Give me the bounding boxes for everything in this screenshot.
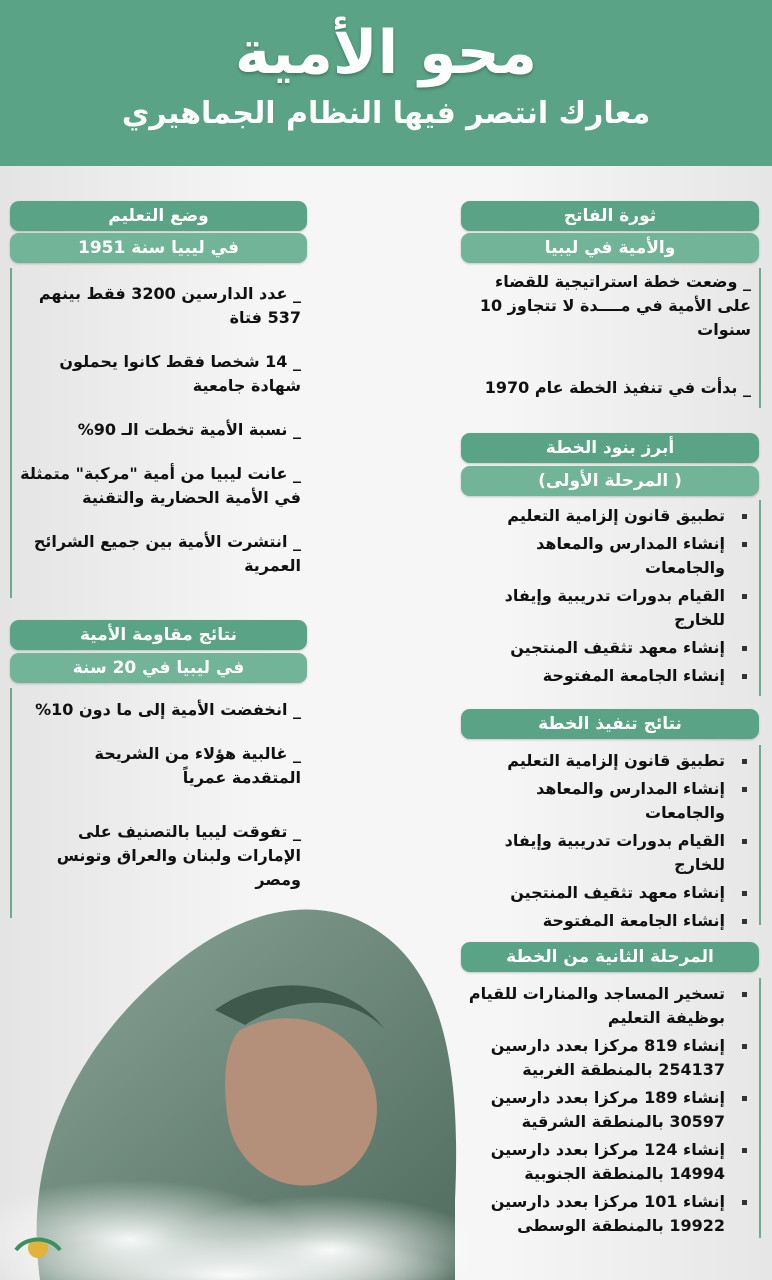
channel-logo xyxy=(8,1226,68,1270)
list-item: _ عانت ليبيا من أمية "مركبة" متمثلة في الأمية الحضارية والتقنية xyxy=(20,464,301,507)
sun-logo-icon xyxy=(8,1226,68,1266)
list-item: _ عدد الدارسين 3200 فقط بينهم 537 فتاة xyxy=(38,284,301,327)
list-item: إنشاء الجامعة المفتوحة xyxy=(461,664,759,688)
list-item: إنشاء 819 مركزا بعدد دارسين 254137 بالمنطقة الغربية xyxy=(461,1034,759,1082)
list-item: _ غالبية هؤلاء من الشريحة المتقدمة عمرياً xyxy=(94,744,301,787)
section-subheading-revolution: والأمية في ليبيا xyxy=(461,233,759,263)
list-item: تسخير المساجد والمنارات للقيام بوظيفة التعليم xyxy=(461,982,759,1030)
header-banner xyxy=(0,0,772,166)
section-subheading-plan-phase1: (المرحلة الأولى ) xyxy=(461,466,759,496)
list-item: القيام بدورات تدريبية وإيفاد للخارج xyxy=(461,829,759,877)
list-item: _ وضعت خطة استراتيجية للقضاء على الأمية في مــــدة لا تتجاوز 10 سنوات xyxy=(479,272,751,339)
list-item: _ بدأت في تنفيذ الخطة عام 1970 xyxy=(484,378,751,397)
list-item: _ تفوقت ليبيا بالتصنيف على الإمارات ولبنان والعراق وتونس ومصر xyxy=(56,822,301,889)
list-item: _ نسبة الأمية تخطت الـ 90% xyxy=(77,420,301,439)
woman-illustration xyxy=(0,880,470,1280)
section-heading-illiteracy-results: نتائج مقاومة الأمية xyxy=(10,620,307,650)
page-title: محو الأمية xyxy=(234,18,538,88)
section-heading-revolution: ثورة الفاتح xyxy=(461,201,759,231)
plan-results-list xyxy=(461,745,761,930)
list-item: إنشاء المدارس والمعاهد والجامعات xyxy=(461,777,759,825)
list-item: تطبيق قانون إلزامية التعليم xyxy=(461,504,759,528)
section-heading-education-status: وضع التعليم xyxy=(10,201,307,231)
section-heading-phase2: المرحلة الثانية من الخطة xyxy=(461,942,759,972)
section-subheading-education-1951: في ليبيا سنة 1951 xyxy=(10,233,307,263)
list-item: إنشاء 189 مركزا بعدد دارسين 30597 بالمنطقة الشرقية xyxy=(461,1086,759,1134)
list-item: إنشاء المدارس والمعاهد والجامعات xyxy=(461,532,759,580)
section-heading-plan-results: نتائج تنفيذ الخطة xyxy=(461,709,759,739)
section-heading-plan: أبرز بنود الخطة xyxy=(461,433,759,463)
list-item: إنشاء معهد تثقيف المنتجين xyxy=(461,636,759,660)
page-subtitle: معارك انتصر فيها النظام الجماهيري xyxy=(121,96,651,131)
revolution-list xyxy=(461,268,761,408)
woman-photo xyxy=(0,880,470,1280)
list-item: إنشاء 101 مركزا بعدد دارسين 19922 بالمنطقة الوسطى xyxy=(461,1190,759,1238)
section-subheading-20-years: في ليبيا في 20 سنة xyxy=(10,653,307,683)
list-item: _ 14 شخصا فقط كانوا يحملون شهادة جامعية xyxy=(59,352,301,395)
list-item: _ انتشرت الأمية بين جميع الشرائح العمرية xyxy=(33,532,301,575)
list-item: إنشاء 124 مركزا بعدد دارسين 14994 بالمنطقة الجنوبية xyxy=(461,1138,759,1186)
list-item: تطبيق قانون إلزامية التعليم xyxy=(461,749,759,773)
list-item: _ انخفضت الأمية إلى ما دون 10% xyxy=(35,700,301,719)
list-item: إنشاء معهد تثقيف المنتجين xyxy=(461,881,759,905)
list-item: إنشاء الجامعة المفتوحة xyxy=(461,909,759,933)
education-status-list xyxy=(10,268,309,598)
phase2-list xyxy=(461,978,761,1238)
plan-phase1-list xyxy=(461,500,761,696)
list-item: القيام بدورات تدريبية وإيفاد للخارج xyxy=(461,584,759,632)
